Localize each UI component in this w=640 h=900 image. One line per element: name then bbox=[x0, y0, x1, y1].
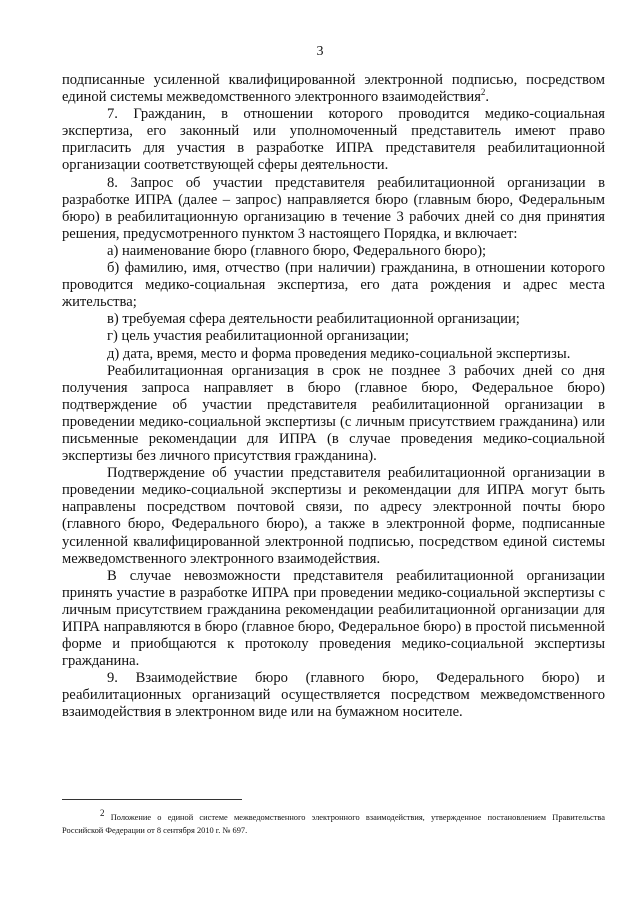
footnote bbox=[62, 808, 605, 837]
paragraph-item-9: 9. Взаимодействие бюро (главного бюро, Федерального бюро) и реабилитационных организаций осуществляется посредством межведомственного взаимодействия в электронном виде или на бумажном носителе. bbox=[62, 670, 605, 721]
paragraph-item-7: 7. Гражданин, в отношении которого проводится медико-социальная экспертиза, его законный или уполномоченный представитель имеют право пригласить для участия в разработке ИПРА представителя реабилитационной организации соответствующей сферы деятельности. bbox=[62, 106, 605, 174]
paragraph-confirmation-delivery: Подтверждение об участии представителя реабилитационной организации в проведении медико-социальной экспертизы и рекомендации для ИПРА могут быть направлены посредством почтовой связи, по адресу электронной почты бюро (главного бюро, Федерального бюро), а также в электронной форме, подписанные усиленной квалифицированной электронной подписью, посредством единой системы межведомственного электронного взаимодействия. bbox=[62, 465, 605, 567]
footnote-marker: 2 bbox=[100, 808, 105, 819]
document-body bbox=[62, 72, 605, 722]
paragraph-continuation bbox=[62, 72, 605, 106]
paragraph-impossibility-case: В случае невозможности представителя реабилитационной организации принять участие в разработке ИПРА при проведении медико-социальной экспертизы с личным присутствием гражданина рекомендации реабилитационной организации для ИПРА направляются в бюро (главное бюро, Федеральное бюро) в простой письменной форме и приобщаются к протоколу проведения медико-социальной экспертизы гражданина. bbox=[62, 567, 605, 670]
list-item-b: б) фамилию, имя, отчество (при наличии) гражданина, в отношении которого проводится медико-социальная экспертиза, его дата рождения и адрес места жительства; bbox=[62, 260, 605, 311]
footnote-text: Положение о единой системе межведомственного электронного взаимодействия, утвержденное постановлением Правительства Российской Федерации от 8 сентября 2010 г. № 697. bbox=[62, 813, 605, 835]
list-item-v: в) требуемая сфера деятельности реабилитационной организации; bbox=[107, 311, 520, 328]
paragraph-end: . bbox=[485, 89, 490, 106]
footnote-paragraph bbox=[62, 808, 605, 837]
footnote-divider bbox=[62, 799, 242, 800]
page-number: 3 bbox=[316, 44, 324, 59]
list-item-g: г) цель участия реабилитационной организации; bbox=[107, 328, 409, 345]
paragraph-item-8: 8. Запрос об участии представителя реабилитационной организации в разработке ИПРА (далее – запрос) направляется бюро (главным бюро, Федеральным бюро) в реабилитационную организацию в течение 3 рабочих дней со дня принятия решения, предусмотренного пунктом 3 настоящего Порядка, и включает: bbox=[62, 174, 605, 242]
list-item-d: д) дата, время, место и форма проведения медико-социальной экспертизы. bbox=[107, 345, 571, 362]
paragraph-text: подписанные усиленной квалифицированной электронной подписью, посредством единой системы межведомственного электронного взаимодействия bbox=[62, 72, 605, 106]
list-item-a: а) наименование бюро (главного бюро, Федерального бюро); bbox=[107, 242, 487, 259]
paragraph-confirmation-deadline: Реабилитационная организация в срок не позднее 3 рабочих дней со дня получения запроса направляет в бюро (главное бюро, Федеральное бюро) подтверждение об участии представителя реабилитационной организации в проведении медико-социальной экспертизы (с личным присутствием гражданина) или письменные рекомендации для ИПРА (в случае проведения медико-социальной экспертизы без личного присутствия гражданина). bbox=[62, 362, 605, 465]
footnote-reference: 2 bbox=[480, 87, 486, 98]
